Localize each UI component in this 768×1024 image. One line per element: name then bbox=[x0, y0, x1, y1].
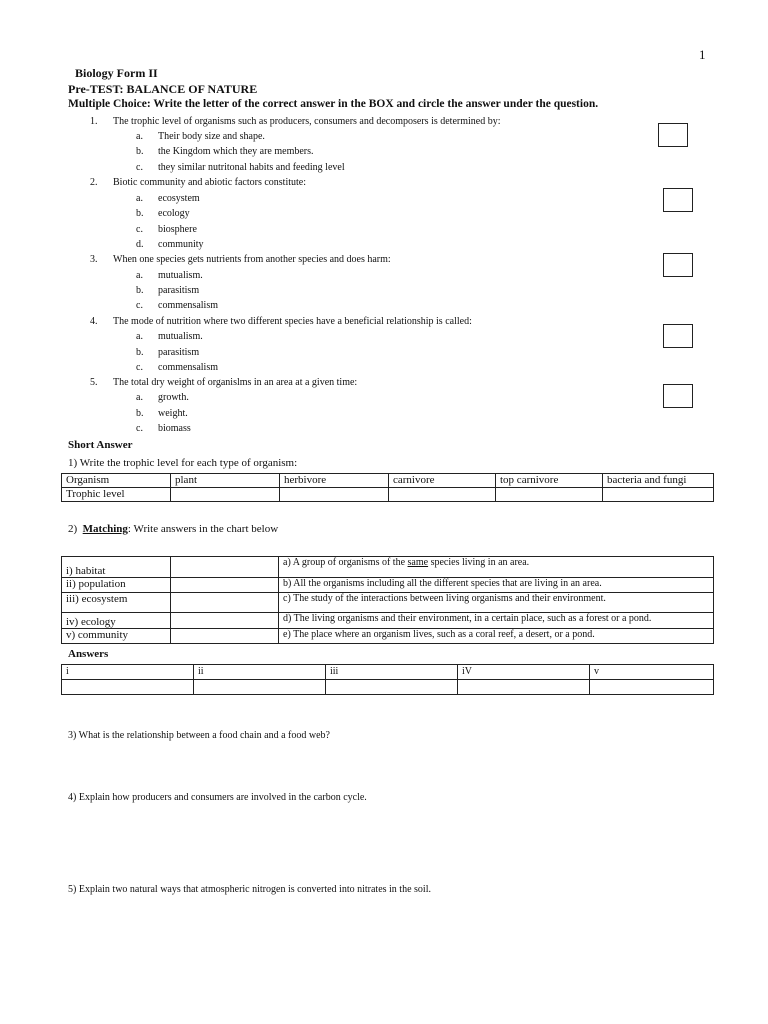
test-title: Pre-TEST: BALANCE OF NATURE bbox=[68, 82, 258, 96]
matching-definition: b) All the organisms including all the different species that are living in an area. bbox=[279, 578, 714, 593]
table-header-cell: iV bbox=[458, 665, 590, 680]
question-number: 5. bbox=[90, 377, 98, 388]
question-text: The mode of nutrition where two different species have a beneficial relationship is called: bbox=[113, 316, 472, 327]
matching-term: iii) ecosystem bbox=[62, 593, 171, 613]
option-text[interactable]: commensalism bbox=[158, 362, 218, 373]
table-row bbox=[62, 680, 714, 695]
matching-term: ii) population bbox=[62, 578, 171, 593]
option-text[interactable]: commensalism bbox=[158, 300, 218, 311]
matching-answer-cell[interactable] bbox=[171, 629, 279, 644]
option-letter: b. bbox=[136, 408, 144, 419]
table-cell[interactable] bbox=[62, 680, 194, 695]
answer-box-3[interactable] bbox=[663, 253, 693, 277]
table-cell[interactable] bbox=[389, 488, 496, 502]
short-answer-heading: Short Answer bbox=[68, 439, 133, 451]
option-letter: c. bbox=[136, 224, 143, 235]
table-header-cell: ii bbox=[194, 665, 326, 680]
definition-underlined: same bbox=[407, 557, 429, 568]
table-row bbox=[62, 488, 714, 502]
question-number: 4. bbox=[90, 316, 98, 327]
short-answer-q1: 1) Write the trophic level for each type of organism: bbox=[68, 457, 298, 469]
question-text: The trophic level of organisms such as producers, consumers and decomposers is determined by: bbox=[113, 116, 501, 127]
option-letter: b. bbox=[136, 208, 144, 219]
option-text[interactable]: mutualism. bbox=[158, 270, 203, 281]
answers-heading: Answers bbox=[68, 648, 109, 660]
table-row bbox=[62, 629, 714, 644]
matching-definition: c) The study of the interactions between living organisms and their environment. bbox=[279, 593, 714, 613]
instructions: Multiple Choice: Write the letter of the correct answer in the BOX and circle the answer under the question. bbox=[68, 98, 599, 110]
option-letter: a. bbox=[136, 193, 143, 204]
table-cell[interactable] bbox=[458, 680, 590, 695]
option-text[interactable]: growth. bbox=[158, 392, 189, 403]
matching-term: i) habitat bbox=[62, 557, 171, 578]
question-3: 3) What is the relationship between a food chain and a food web? bbox=[68, 730, 330, 741]
table-row bbox=[62, 557, 714, 578]
matching-table bbox=[61, 556, 714, 644]
option-letter: c. bbox=[136, 162, 143, 173]
option-text[interactable]: the Kingdom which they are members. bbox=[158, 146, 314, 157]
table-row bbox=[62, 613, 714, 629]
table-row bbox=[62, 593, 714, 613]
matching-answer-cell[interactable] bbox=[171, 557, 279, 578]
option-text[interactable]: Their body size and shape. bbox=[158, 131, 265, 142]
option-text[interactable]: community bbox=[158, 239, 204, 250]
table-header-cell: iii bbox=[326, 665, 458, 680]
answers-table bbox=[61, 664, 714, 695]
table-header-cell: bacteria and fungi bbox=[603, 474, 714, 488]
table-cell[interactable] bbox=[326, 680, 458, 695]
table-cell[interactable] bbox=[590, 680, 714, 695]
option-letter: a. bbox=[136, 331, 143, 342]
table-row bbox=[62, 578, 714, 593]
question-4: 4) Explain how producers and consumers are involved in the carbon cycle. bbox=[68, 792, 367, 803]
matching-number: 2) bbox=[68, 523, 78, 535]
table-row-label: Trophic level bbox=[62, 488, 171, 502]
option-text[interactable]: parasitism bbox=[158, 347, 200, 358]
option-letter: b. bbox=[136, 347, 144, 358]
table-cell[interactable] bbox=[280, 488, 389, 502]
table-row bbox=[62, 474, 714, 488]
matching-instructions: : Write answers in the chart below bbox=[127, 523, 279, 535]
answer-box-4[interactable] bbox=[663, 324, 693, 348]
option-text[interactable]: biosphere bbox=[158, 224, 197, 235]
option-letter: a. bbox=[136, 270, 143, 281]
matching-term: v) community bbox=[62, 629, 171, 644]
option-text[interactable]: weight. bbox=[158, 408, 188, 419]
table-cell[interactable] bbox=[171, 488, 280, 502]
option-letter: c. bbox=[136, 300, 143, 311]
course-title: Biology Form II bbox=[75, 66, 158, 80]
page-number: 1 bbox=[699, 47, 706, 62]
answer-box-2[interactable] bbox=[663, 188, 693, 212]
option-letter: a. bbox=[136, 131, 143, 142]
question-text: The total dry weight of organislms in an area at a given time: bbox=[113, 377, 358, 388]
question-number: 3. bbox=[90, 254, 98, 265]
answer-box-5[interactable] bbox=[663, 384, 693, 408]
table-cell[interactable] bbox=[496, 488, 603, 502]
matching-definition: d) The living organisms and their environment, in a certain place, such as a forest or a pond. bbox=[279, 613, 714, 629]
option-text[interactable]: ecosystem bbox=[158, 193, 200, 204]
table-header-cell: Organism bbox=[62, 474, 171, 488]
option-letter: d. bbox=[136, 239, 144, 250]
option-letter: b. bbox=[136, 146, 144, 157]
matching-answer-cell[interactable] bbox=[171, 578, 279, 593]
option-text[interactable]: mutualism. bbox=[158, 331, 203, 342]
matching-definition: e) The place where an organism lives, such as a coral reef, a desert, or a pond. bbox=[279, 629, 714, 644]
table-header-cell: i bbox=[62, 665, 194, 680]
question-text: When one species gets nutrients from another species and does harm: bbox=[113, 254, 391, 265]
question-number: 2. bbox=[90, 177, 98, 188]
definition-text: a) A group of organisms of the bbox=[283, 557, 408, 568]
table-header-cell: plant bbox=[171, 474, 280, 488]
question-text: Biotic community and abiotic factors constitute: bbox=[113, 177, 307, 188]
option-text[interactable]: parasitism bbox=[158, 285, 200, 296]
option-text[interactable]: they similar nutritonal habits and feeding level bbox=[158, 162, 345, 173]
matching-definition bbox=[279, 557, 714, 578]
matching-prompt bbox=[68, 523, 278, 535]
table-header-cell: carnivore bbox=[389, 474, 496, 488]
answer-box-1[interactable] bbox=[658, 123, 688, 147]
matching-label: Matching bbox=[82, 523, 128, 535]
table-header-cell: top carnivore bbox=[496, 474, 603, 488]
trophic-level-table bbox=[61, 473, 714, 502]
option-letter: c. bbox=[136, 362, 143, 373]
question-number: 1. bbox=[90, 116, 98, 127]
matching-term: iv) ecology bbox=[62, 613, 171, 629]
definition-text: species living in an area. bbox=[428, 557, 530, 568]
table-header-cell: herbivore bbox=[280, 474, 389, 488]
option-text[interactable]: ecology bbox=[158, 208, 190, 219]
table-cell[interactable] bbox=[603, 488, 714, 502]
table-header-cell: v bbox=[590, 665, 714, 680]
table-cell[interactable] bbox=[194, 680, 326, 695]
option-letter: c. bbox=[136, 423, 143, 434]
table-row bbox=[62, 665, 714, 680]
question-5: 5) Explain two natural ways that atmospheric nitrogen is converted into nitrates in the soil. bbox=[68, 884, 431, 895]
matching-answer-cell[interactable] bbox=[171, 593, 279, 613]
matching-answer-cell[interactable] bbox=[171, 613, 279, 629]
option-text[interactable]: biomass bbox=[158, 423, 191, 434]
option-letter: a. bbox=[136, 392, 143, 403]
option-letter: b. bbox=[136, 285, 144, 296]
